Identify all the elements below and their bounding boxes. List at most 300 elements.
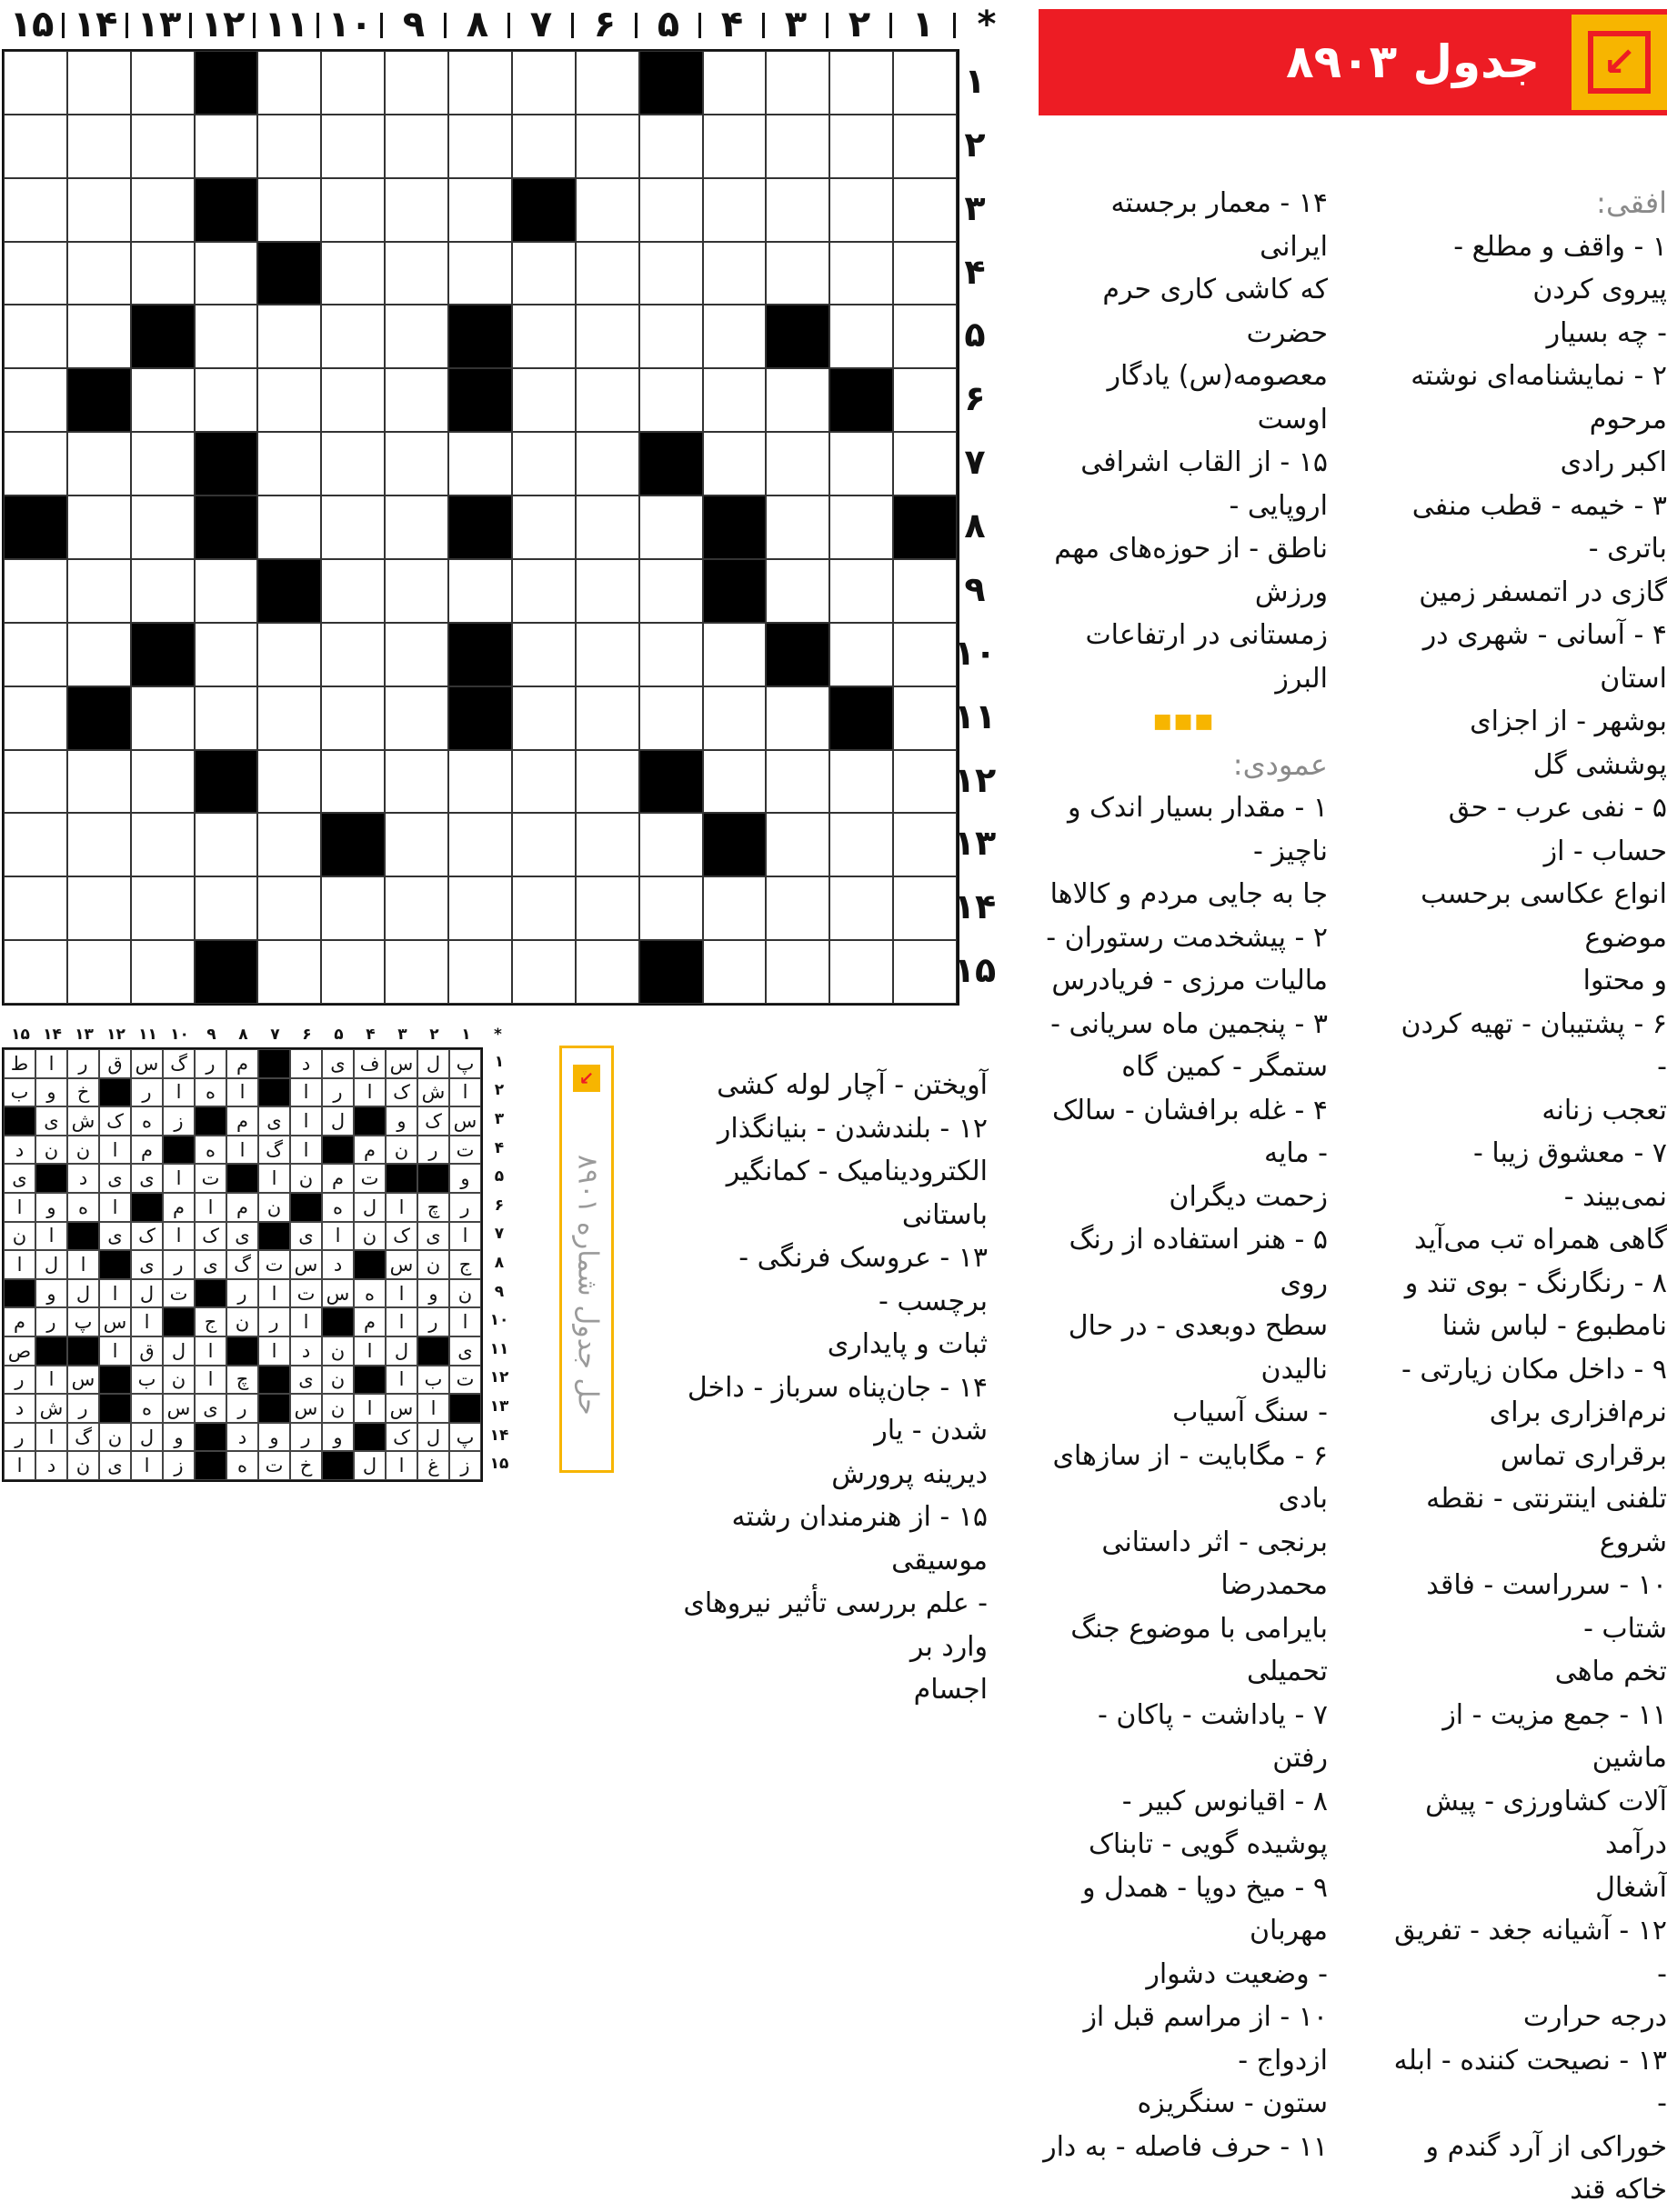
clue-line: نرم‌افزاری برای برقراری تماس: [1489, 1396, 1667, 1472]
empty-cell[interactable]: [703, 940, 767, 1004]
row-number: ۱۲: [953, 759, 997, 800]
solution-letter: ک: [99, 1106, 131, 1136]
solution-letter: ا: [131, 1451, 163, 1480]
solution-letter: ر: [195, 1049, 226, 1078]
solution-column-number: ۱۴: [43, 1026, 62, 1044]
column-number: ۴: [720, 4, 744, 45]
solution-letter: س: [99, 1307, 131, 1336]
empty-cell[interactable]: [4, 242, 67, 305]
solution-black-cell: [322, 1307, 354, 1336]
empty-cell[interactable]: [829, 242, 893, 305]
empty-cell[interactable]: [195, 559, 258, 623]
empty-cell[interactable]: [67, 115, 131, 178]
empty-cell[interactable]: [639, 178, 703, 242]
solution-letter: پ: [449, 1423, 481, 1452]
empty-cell[interactable]: [131, 115, 195, 178]
column-number: ۹: [402, 4, 426, 45]
empty-cell[interactable]: [576, 686, 639, 750]
empty-cell[interactable]: [321, 432, 385, 495]
empty-cell[interactable]: [639, 115, 703, 178]
empty-cell[interactable]: [195, 115, 258, 178]
empty-cell[interactable]: [893, 432, 957, 495]
empty-cell[interactable]: [766, 750, 829, 814]
empty-cell[interactable]: [321, 686, 385, 750]
empty-cell[interactable]: [257, 750, 321, 814]
empty-cell[interactable]: [703, 750, 767, 814]
black-cell: [257, 242, 321, 305]
solution-letter: ا: [258, 1279, 290, 1308]
solution-letter: ن: [449, 1279, 481, 1308]
empty-cell[interactable]: [576, 51, 639, 115]
empty-cell[interactable]: [4, 750, 67, 814]
empty-cell[interactable]: [67, 813, 131, 876]
empty-cell[interactable]: [385, 51, 448, 115]
empty-cell[interactable]: [131, 432, 195, 495]
empty-cell[interactable]: [766, 813, 829, 876]
empty-cell[interactable]: [512, 242, 576, 305]
empty-cell[interactable]: [131, 813, 195, 876]
empty-cell[interactable]: [576, 559, 639, 623]
crossword-grid[interactable]: [2, 49, 959, 1006]
empty-cell[interactable]: [257, 178, 321, 242]
solution-letter: س: [386, 1250, 417, 1279]
solution-letter: ب: [4, 1078, 35, 1107]
empty-cell[interactable]: [512, 115, 576, 178]
empty-cell[interactable]: [639, 368, 703, 432]
solution-letter: ا: [290, 1106, 322, 1136]
empty-cell[interactable]: [512, 559, 576, 623]
clue-line: تخم ماهی: [1554, 1656, 1667, 1687]
empty-cell[interactable]: [766, 178, 829, 242]
empty-cell[interactable]: [893, 940, 957, 1004]
empty-cell[interactable]: [703, 115, 767, 178]
solution-letter: ز: [163, 1106, 195, 1136]
solution-letter: ا: [354, 1336, 386, 1366]
empty-cell[interactable]: [576, 940, 639, 1004]
empty-cell[interactable]: [321, 559, 385, 623]
empty-cell[interactable]: [576, 813, 639, 876]
solution-black-cell: [131, 1193, 163, 1222]
solution-black-cell: [195, 1451, 226, 1480]
empty-cell[interactable]: [195, 623, 258, 686]
solution-letter: ی: [131, 1250, 163, 1279]
empty-cell[interactable]: [257, 876, 321, 940]
row-number: ۱۴: [953, 886, 997, 927]
solution-column-number: ۱۳: [75, 1026, 94, 1044]
empty-cell[interactable]: [639, 242, 703, 305]
empty-cell[interactable]: [829, 876, 893, 940]
empty-cell[interactable]: [448, 178, 512, 242]
empty-cell[interactable]: [893, 368, 957, 432]
empty-cell[interactable]: [4, 559, 67, 623]
empty-cell[interactable]: [321, 940, 385, 1004]
row-number: ۱۰: [953, 632, 997, 673]
solution-letter: ه: [195, 1136, 226, 1165]
empty-cell[interactable]: [448, 750, 512, 814]
black-cell: [829, 368, 893, 432]
empty-cell[interactable]: [448, 559, 512, 623]
empty-cell[interactable]: [257, 686, 321, 750]
empty-cell[interactable]: [576, 750, 639, 814]
empty-cell[interactable]: [893, 750, 957, 814]
empty-cell[interactable]: [576, 876, 639, 940]
empty-cell[interactable]: [321, 876, 385, 940]
empty-cell[interactable]: [321, 305, 385, 368]
column-number: ۸: [466, 4, 489, 45]
solution-letter: ل: [354, 1451, 386, 1480]
empty-cell[interactable]: [131, 940, 195, 1004]
empty-cell[interactable]: [67, 178, 131, 242]
empty-cell[interactable]: [893, 305, 957, 368]
empty-cell[interactable]: [67, 623, 131, 686]
empty-cell[interactable]: [321, 242, 385, 305]
empty-cell[interactable]: [576, 368, 639, 432]
empty-cell[interactable]: [703, 305, 767, 368]
empty-cell[interactable]: [4, 115, 67, 178]
empty-cell[interactable]: [131, 495, 195, 559]
clue-line: - وضعیت دشوار: [1146, 1957, 1328, 1990]
empty-cell[interactable]: [829, 115, 893, 178]
empty-cell[interactable]: [4, 305, 67, 368]
empty-cell[interactable]: [639, 876, 703, 940]
empty-cell[interactable]: [639, 813, 703, 876]
empty-cell[interactable]: [703, 178, 767, 242]
empty-cell[interactable]: [512, 51, 576, 115]
empty-cell[interactable]: [131, 51, 195, 115]
solution-letter: ر: [258, 1307, 290, 1336]
empty-cell[interactable]: [4, 940, 67, 1004]
empty-cell[interactable]: [4, 813, 67, 876]
solution-letter: ف: [354, 1049, 386, 1078]
empty-cell[interactable]: [131, 242, 195, 305]
solution-letter: ب: [417, 1366, 449, 1395]
empty-cell[interactable]: [195, 813, 258, 876]
solution-letter: س: [386, 1394, 417, 1423]
clue-line: ۱ - مقدار بسیار اندک و ناچیز -: [1067, 792, 1328, 867]
empty-cell[interactable]: [257, 51, 321, 115]
empty-cell[interactable]: [448, 115, 512, 178]
column-number: ۶: [593, 4, 617, 45]
empty-cell[interactable]: [512, 305, 576, 368]
black-cell: [195, 178, 258, 242]
solution-label: [559, 1046, 614, 1473]
empty-cell[interactable]: [195, 242, 258, 305]
solution-column-number: ۴: [366, 1026, 376, 1044]
empty-cell[interactable]: [829, 178, 893, 242]
empty-cell[interactable]: [766, 432, 829, 495]
empty-cell[interactable]: [576, 623, 639, 686]
empty-cell[interactable]: [257, 432, 321, 495]
empty-cell[interactable]: [385, 686, 448, 750]
empty-cell[interactable]: [321, 623, 385, 686]
solution-letter: ر: [4, 1366, 35, 1395]
solution-black-cell: [449, 1394, 481, 1423]
empty-cell[interactable]: [893, 242, 957, 305]
column-number: ۱۳: [136, 4, 182, 45]
solution-letter: ک: [417, 1106, 449, 1136]
empty-cell[interactable]: [512, 750, 576, 814]
empty-cell[interactable]: [67, 242, 131, 305]
empty-cell[interactable]: [195, 876, 258, 940]
empty-cell[interactable]: [385, 305, 448, 368]
empty-cell[interactable]: [766, 242, 829, 305]
solution-letter: ا: [4, 1250, 35, 1279]
empty-cell[interactable]: [448, 940, 512, 1004]
empty-cell[interactable]: [131, 178, 195, 242]
empty-cell[interactable]: [829, 559, 893, 623]
solution-black-cell: [322, 1451, 354, 1480]
solution-letter: ن: [226, 1307, 258, 1336]
empty-cell[interactable]: [766, 686, 829, 750]
solution-letter: ی: [35, 1106, 67, 1136]
empty-cell[interactable]: [703, 368, 767, 432]
empty-cell[interactable]: [766, 51, 829, 115]
empty-cell[interactable]: [829, 51, 893, 115]
empty-cell[interactable]: [385, 432, 448, 495]
empty-cell[interactable]: [131, 368, 195, 432]
empty-cell[interactable]: [893, 51, 957, 115]
empty-cell[interactable]: [67, 940, 131, 1004]
solution-grid: [2, 1047, 483, 1482]
empty-cell[interactable]: [67, 305, 131, 368]
empty-cell[interactable]: [257, 115, 321, 178]
solution-letter: ر: [226, 1279, 258, 1308]
solution-letter: پ: [67, 1307, 99, 1336]
empty-cell[interactable]: [257, 495, 321, 559]
empty-cell[interactable]: [448, 876, 512, 940]
empty-cell[interactable]: [512, 876, 576, 940]
solution-letter: ن: [99, 1423, 131, 1452]
empty-cell[interactable]: [639, 559, 703, 623]
empty-cell[interactable]: [512, 623, 576, 686]
empty-cell[interactable]: [67, 432, 131, 495]
empty-cell[interactable]: [639, 495, 703, 559]
empty-cell[interactable]: [4, 368, 67, 432]
clue-line: ۸ - اقیانوس کبیر -: [1121, 1785, 1328, 1817]
solution-letter: خ: [67, 1078, 99, 1107]
empty-cell[interactable]: [67, 876, 131, 940]
empty-cell[interactable]: [385, 750, 448, 814]
across-clues: [1391, 182, 1667, 2212]
empty-cell[interactable]: [893, 623, 957, 686]
solution-black-cell: [354, 1106, 386, 1136]
empty-cell[interactable]: [639, 686, 703, 750]
empty-cell[interactable]: [829, 750, 893, 814]
solution-letter: ج: [195, 1307, 226, 1336]
clue-line: الکترودینامیک - کمانگیر باستانی: [726, 1156, 988, 1231]
solution-letter: ر: [322, 1078, 354, 1107]
empty-cell[interactable]: [257, 305, 321, 368]
black-cell: [67, 686, 131, 750]
empty-cell[interactable]: [385, 178, 448, 242]
empty-cell[interactable]: [512, 368, 576, 432]
empty-cell[interactable]: [67, 750, 131, 814]
empty-cell[interactable]: [766, 559, 829, 623]
solution-letter: ب: [131, 1366, 163, 1395]
solution-column-number: ۸: [238, 1026, 248, 1044]
solution-letter: ه: [354, 1279, 386, 1308]
empty-cell[interactable]: [195, 368, 258, 432]
empty-cell[interactable]: [766, 495, 829, 559]
empty-cell[interactable]: [67, 559, 131, 623]
clue-line: تلفنی اینترنتی - نقطه شروع: [1426, 1483, 1667, 1558]
down-clue-list: [1040, 786, 1328, 2168]
empty-cell[interactable]: [512, 686, 576, 750]
solution-letter: ا: [131, 1307, 163, 1336]
empty-cell[interactable]: [321, 115, 385, 178]
solution-black-cell: [99, 1394, 131, 1423]
empty-cell[interactable]: [448, 432, 512, 495]
empty-cell[interactable]: [385, 623, 448, 686]
solution-letter: ن: [354, 1222, 386, 1251]
empty-cell[interactable]: [703, 242, 767, 305]
empty-cell[interactable]: [893, 559, 957, 623]
empty-cell[interactable]: [4, 686, 67, 750]
empty-cell[interactable]: [829, 432, 893, 495]
empty-cell[interactable]: [703, 51, 767, 115]
empty-cell[interactable]: [385, 940, 448, 1004]
solution-row-number: ۱۲: [489, 1368, 509, 1387]
empty-cell[interactable]: [512, 495, 576, 559]
black-cell: [448, 305, 512, 368]
clue-line: سطح دوبعدی - در حال نالیدن: [1068, 1310, 1328, 1386]
empty-cell[interactable]: [829, 623, 893, 686]
empty-cell[interactable]: [829, 495, 893, 559]
row-number: ۳: [964, 187, 986, 228]
empty-cell[interactable]: [195, 305, 258, 368]
solution-letter: ش: [417, 1078, 449, 1107]
empty-cell[interactable]: [703, 623, 767, 686]
empty-cell[interactable]: [576, 178, 639, 242]
solution-row-number: ۲: [494, 1081, 505, 1100]
empty-cell[interactable]: [385, 876, 448, 940]
empty-cell[interactable]: [448, 813, 512, 876]
empty-cell[interactable]: [385, 368, 448, 432]
empty-cell[interactable]: [829, 813, 893, 876]
empty-cell[interactable]: [576, 115, 639, 178]
empty-cell[interactable]: [4, 178, 67, 242]
column-number-header: [0, 0, 997, 51]
empty-cell[interactable]: [385, 495, 448, 559]
empty-cell[interactable]: [512, 940, 576, 1004]
empty-cell[interactable]: [131, 686, 195, 750]
empty-cell[interactable]: [639, 305, 703, 368]
empty-cell[interactable]: [639, 623, 703, 686]
empty-cell[interactable]: [448, 51, 512, 115]
solution-black-cell: [226, 1336, 258, 1366]
empty-cell[interactable]: [4, 623, 67, 686]
solution-letter: ط: [4, 1049, 35, 1078]
solution-letter: ی: [99, 1451, 131, 1480]
empty-cell[interactable]: [893, 115, 957, 178]
empty-cell[interactable]: [766, 940, 829, 1004]
black-cell: [703, 813, 767, 876]
solution-letter: ی: [131, 1164, 163, 1193]
empty-cell[interactable]: [703, 876, 767, 940]
empty-cell[interactable]: [385, 559, 448, 623]
empty-cell[interactable]: [4, 432, 67, 495]
empty-cell[interactable]: [576, 242, 639, 305]
black-cell: [131, 305, 195, 368]
empty-cell[interactable]: [131, 750, 195, 814]
empty-cell[interactable]: [4, 876, 67, 940]
empty-cell[interactable]: [131, 876, 195, 940]
row-number: ۸: [964, 505, 986, 546]
solution-letter: ل: [67, 1279, 99, 1308]
empty-cell[interactable]: [4, 51, 67, 115]
empty-cell[interactable]: [576, 305, 639, 368]
empty-cell[interactable]: [766, 368, 829, 432]
empty-cell[interactable]: [893, 686, 957, 750]
solution-letter: ا: [99, 1193, 131, 1222]
solution-row-number: ۵: [494, 1167, 505, 1186]
solution-letter: ن: [322, 1336, 354, 1366]
empty-cell[interactable]: [576, 495, 639, 559]
solution-letter: پ: [449, 1049, 481, 1078]
row-number: ۵: [964, 315, 986, 355]
empty-cell[interactable]: [512, 432, 576, 495]
solution-row-number: ۱۵: [489, 1455, 509, 1474]
empty-cell[interactable]: [67, 495, 131, 559]
solution-letter: ت: [258, 1250, 290, 1279]
solution-letter: ز: [163, 1451, 195, 1480]
empty-cell[interactable]: [385, 242, 448, 305]
empty-cell[interactable]: [703, 686, 767, 750]
down-clues-continued: [642, 1064, 988, 1712]
clue-line: اجسام: [913, 1674, 988, 1706]
solution-letter: س: [290, 1250, 322, 1279]
empty-cell[interactable]: [703, 432, 767, 495]
solution-letter: ه: [195, 1078, 226, 1107]
solution-letter: ر: [67, 1394, 99, 1423]
solution-letter: ا: [67, 1250, 99, 1279]
empty-cell[interactable]: [131, 559, 195, 623]
solution-letter: ی: [195, 1250, 226, 1279]
solution-letter: ا: [4, 1193, 35, 1222]
column-separator: [253, 13, 256, 38]
empty-cell[interactable]: [195, 686, 258, 750]
empty-cell[interactable]: [893, 876, 957, 940]
solution-letter: د: [226, 1423, 258, 1452]
empty-cell[interactable]: [321, 368, 385, 432]
empty-cell[interactable]: [67, 51, 131, 115]
empty-cell[interactable]: [321, 178, 385, 242]
solution-letter: ا: [449, 1222, 481, 1251]
empty-cell[interactable]: [257, 368, 321, 432]
solution-letter: ک: [131, 1222, 163, 1251]
empty-cell[interactable]: [893, 813, 957, 876]
empty-cell[interactable]: [321, 51, 385, 115]
empty-cell[interactable]: [448, 242, 512, 305]
empty-cell[interactable]: [321, 495, 385, 559]
solution-letter: و: [163, 1423, 195, 1452]
empty-cell[interactable]: [829, 305, 893, 368]
empty-cell[interactable]: [257, 813, 321, 876]
empty-cell[interactable]: [257, 623, 321, 686]
empty-cell[interactable]: [385, 115, 448, 178]
empty-cell[interactable]: [766, 115, 829, 178]
empty-cell[interactable]: [766, 876, 829, 940]
empty-cell[interactable]: [257, 940, 321, 1004]
solution-letter: و: [417, 1279, 449, 1308]
clue-line: برنجی - اثر داستانی محمدرضا: [1101, 1526, 1328, 1601]
empty-cell[interactable]: [321, 750, 385, 814]
empty-cell[interactable]: [893, 178, 957, 242]
empty-cell[interactable]: [829, 940, 893, 1004]
empty-cell[interactable]: [576, 432, 639, 495]
empty-cell[interactable]: [512, 813, 576, 876]
empty-cell[interactable]: [385, 813, 448, 876]
